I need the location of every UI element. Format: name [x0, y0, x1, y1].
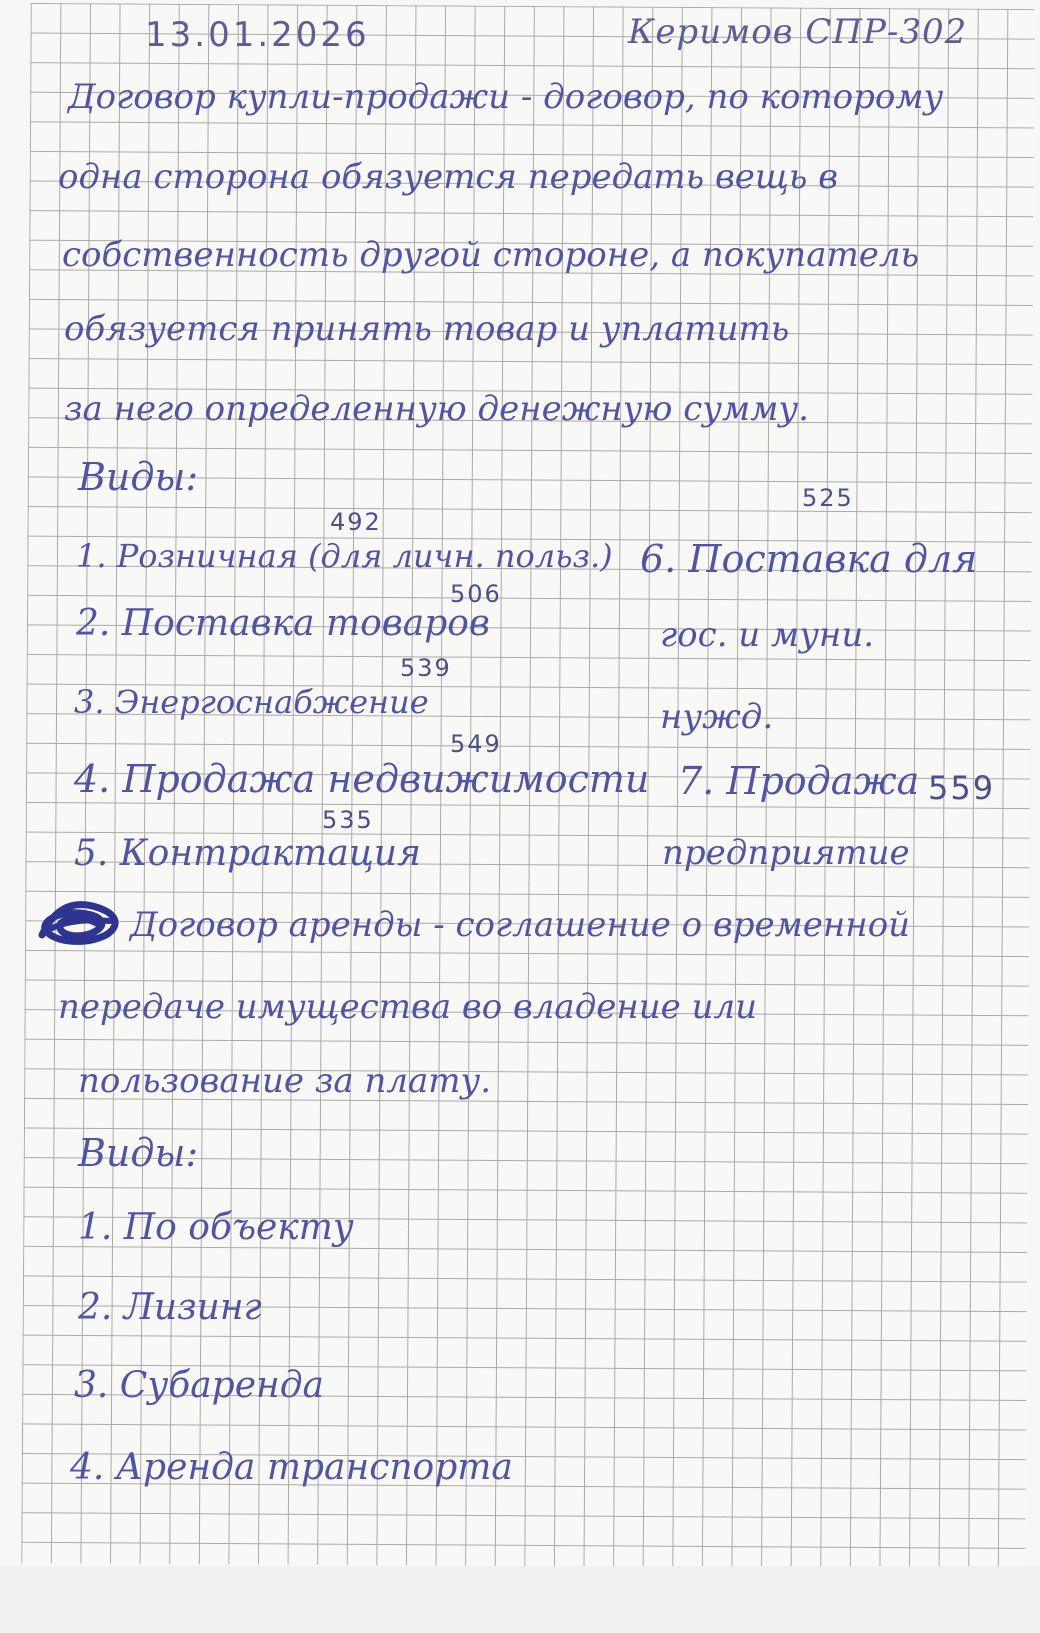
- lease-type-item: 3. Субаренда: [74, 1365, 324, 1406]
- page-bottom-margin: [0, 1566, 1040, 1633]
- lease-type-item: 2. Лизинг: [78, 1287, 262, 1328]
- sale-type-item-7-line-2: предприятие: [662, 833, 910, 873]
- sale-type-item: 2. Поставка товаров: [76, 603, 490, 644]
- ink-scribble: [36, 895, 128, 947]
- sale-definition-line-5: за него определенную денежную сумму.: [64, 389, 809, 429]
- sale-types-heading: Виды:: [78, 455, 199, 499]
- lease-type-item: 1. По объекту: [78, 1207, 354, 1248]
- article-number: 535: [322, 806, 374, 834]
- sale-type-item-6-line-2: гос. и муни.: [660, 615, 875, 655]
- article-number: 539: [400, 654, 452, 682]
- article-number: 492: [330, 508, 382, 536]
- sale-type-item: 5. Контрактация: [74, 833, 421, 874]
- article-number: 549: [450, 730, 502, 758]
- article-number: 559: [928, 769, 996, 807]
- lease-definition-line-1: Договор аренды - соглашение о временной: [130, 905, 911, 945]
- sale-type-item: 4. Продажа недвижимости: [74, 757, 650, 801]
- sale-definition-line-3: собственность другой стороне, а покупатель: [62, 235, 919, 275]
- article-number: 525: [802, 484, 854, 512]
- sale-type-item: 3. Энергоснабжение: [74, 683, 429, 721]
- sale-type-item: 1. Розничная (для личн. польз.): [76, 537, 613, 575]
- lease-definition-line-3: пользование за плату.: [78, 1061, 492, 1101]
- date: 13.01.2026: [145, 15, 370, 55]
- sale-type-item-6-line-1: 6. Поставка для: [640, 537, 978, 581]
- student-name-group: Керимов СПР-302: [628, 12, 968, 52]
- sale-definition-line-1: Договор купли-продажи - договор, по которому: [68, 77, 944, 117]
- article-number: 506: [450, 580, 502, 608]
- sale-type-item-6-line-3: нужд.: [660, 697, 774, 737]
- sale-definition-line-2: одна сторона обязуется передать вещь в: [58, 157, 839, 197]
- sale-definition-line-4: обязуется принять товар и уплатить: [64, 309, 790, 349]
- lease-types-heading: Виды:: [78, 1131, 199, 1175]
- lease-type-item: 4. Аренда транспорта: [70, 1447, 513, 1488]
- lease-definition-line-2: передаче имущества во владение или: [58, 987, 758, 1027]
- sale-type-item-7-line-1: 7. Продажа: [678, 759, 920, 803]
